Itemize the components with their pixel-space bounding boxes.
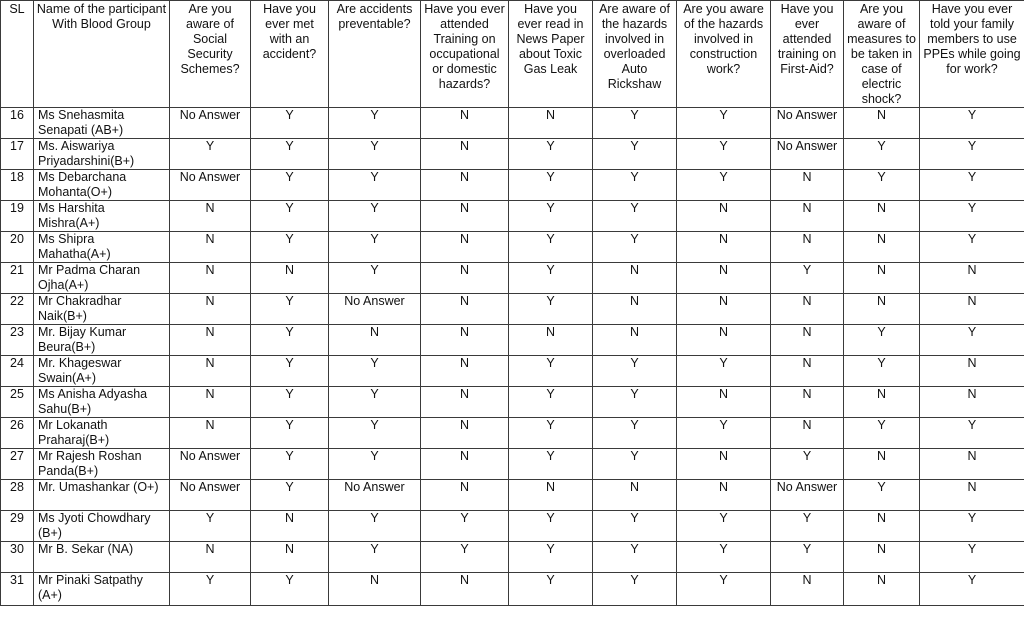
table-body <box>1 108 1024 606</box>
table-row <box>1 573 1024 606</box>
participant-name-cell: Mr B. Sekar (NA) <box>34 542 170 573</box>
answer-cell: Y <box>170 573 251 606</box>
answer-cell: N <box>170 294 251 325</box>
sl-cell: 16 <box>1 108 34 139</box>
answer-cell: Y <box>509 170 593 201</box>
table-row <box>1 511 1024 542</box>
answer-cell: Y <box>593 573 677 606</box>
table-header <box>1 1 1024 108</box>
answer-cell: Y <box>593 418 677 449</box>
answer-cell: Y <box>251 139 329 170</box>
answer-cell: Y <box>329 356 421 387</box>
participant-name-cell: Mr Chakradhar Naik(B+) <box>34 294 170 325</box>
answer-cell: N <box>421 325 509 356</box>
header-social-security-awareness: Are you aware of Social Security Schemes? <box>170 1 251 108</box>
answer-cell: N <box>170 387 251 418</box>
answer-cell: N <box>593 263 677 294</box>
answer-cell: N <box>170 418 251 449</box>
answer-cell: Y <box>677 356 771 387</box>
answer-cell: Y <box>329 263 421 294</box>
answer-cell: Y <box>509 387 593 418</box>
answer-cell: N <box>421 201 509 232</box>
answer-cell: Y <box>509 449 593 480</box>
table-row <box>1 139 1024 170</box>
answer-cell: Y <box>593 201 677 232</box>
answer-cell: Y <box>329 201 421 232</box>
table-row <box>1 449 1024 480</box>
answer-cell: Y <box>329 108 421 139</box>
answer-cell: Y <box>251 356 329 387</box>
answer-cell: Y <box>593 108 677 139</box>
sl-cell: 24 <box>1 356 34 387</box>
answer-cell: N <box>771 170 844 201</box>
answer-cell: N <box>421 108 509 139</box>
header-row <box>1 1 1024 108</box>
answer-cell: N <box>329 325 421 356</box>
answer-cell: N <box>771 573 844 606</box>
answer-cell: Y <box>593 232 677 263</box>
answer-cell: N <box>170 325 251 356</box>
answer-cell: Y <box>920 325 1024 356</box>
header-electric-shock-measures: Are you aware of measures to be taken in case of electric shock? <box>844 1 920 108</box>
participant-name-cell: Mr. Bijay Kumar Beura(B+) <box>34 325 170 356</box>
answer-cell: N <box>771 232 844 263</box>
answer-cell: Y <box>593 449 677 480</box>
answer-cell: N <box>844 108 920 139</box>
answer-cell: Y <box>251 325 329 356</box>
answer-cell: Y <box>677 418 771 449</box>
answer-cell: Y <box>677 170 771 201</box>
answer-cell: Y <box>593 139 677 170</box>
table-row <box>1 356 1024 387</box>
answer-cell: N <box>251 542 329 573</box>
participant-name-cell: Mr Rajesh Roshan Panda(B+) <box>34 449 170 480</box>
answer-cell: Y <box>771 263 844 294</box>
answer-cell: Y <box>844 356 920 387</box>
answer-cell: No Answer <box>170 480 251 511</box>
answer-cell: Y <box>844 418 920 449</box>
answer-cell: No Answer <box>170 449 251 480</box>
answer-cell: N <box>844 387 920 418</box>
answer-cell: N <box>677 232 771 263</box>
answer-cell: Y <box>920 573 1024 606</box>
answer-cell: N <box>677 480 771 511</box>
answer-cell: Y <box>509 232 593 263</box>
header-met-with-accident: Have you ever met with an accident? <box>251 1 329 108</box>
answer-cell: N <box>509 480 593 511</box>
table-row <box>1 325 1024 356</box>
sl-cell: 22 <box>1 294 34 325</box>
answer-cell: N <box>771 325 844 356</box>
answer-cell: No Answer <box>170 108 251 139</box>
answer-cell: N <box>771 294 844 325</box>
answer-cell: Y <box>421 542 509 573</box>
answer-cell: Y <box>329 511 421 542</box>
sl-cell: 20 <box>1 232 34 263</box>
header-auto-rickshaw-hazards: Are aware of the hazards involved in overloaded Auto Rickshaw <box>593 1 677 108</box>
answer-cell: Y <box>593 170 677 201</box>
participant-name-cell: Ms Anisha Adyasha Sahu(B+) <box>34 387 170 418</box>
answer-cell: N <box>677 325 771 356</box>
answer-cell: Y <box>677 542 771 573</box>
answer-cell: Y <box>329 170 421 201</box>
answer-cell: Y <box>677 511 771 542</box>
answer-cell: N <box>421 573 509 606</box>
answer-cell: Y <box>329 418 421 449</box>
answer-cell: N <box>844 542 920 573</box>
header-accidents-preventable: Are accidents preventable? <box>329 1 421 108</box>
answer-cell: N <box>920 480 1024 511</box>
answer-cell: N <box>593 294 677 325</box>
answer-cell: N <box>920 387 1024 418</box>
answer-cell: N <box>771 201 844 232</box>
answer-cell: N <box>920 294 1024 325</box>
participant-name-cell: Mr Pinaki Satpathy (A+) <box>34 573 170 606</box>
answer-cell: Y <box>844 139 920 170</box>
answer-cell: Y <box>844 480 920 511</box>
participant-name-cell: Ms Harshita Mishra(A+) <box>34 201 170 232</box>
answer-cell: Y <box>844 325 920 356</box>
table-row <box>1 542 1024 573</box>
answer-cell: Y <box>421 511 509 542</box>
answer-cell: N <box>844 511 920 542</box>
answer-cell: Y <box>509 418 593 449</box>
answer-cell: N <box>593 480 677 511</box>
answer-cell: Y <box>251 294 329 325</box>
answer-cell: Y <box>920 170 1024 201</box>
answer-cell: Y <box>920 201 1024 232</box>
table-row <box>1 170 1024 201</box>
header-participant-name: Name of the participant With Blood Group <box>34 1 170 108</box>
header-construction-hazards: Are you aware of the hazards involved in construction work? <box>677 1 771 108</box>
answer-cell: N <box>421 232 509 263</box>
answer-cell: Y <box>329 542 421 573</box>
header-ppe-told-family: Have you ever told your family members to use PPEs while going for work? <box>920 1 1024 108</box>
sl-cell: 21 <box>1 263 34 294</box>
answer-cell: N <box>677 387 771 418</box>
answer-cell: N <box>170 356 251 387</box>
answer-cell: Y <box>509 139 593 170</box>
answer-cell: N <box>170 263 251 294</box>
answer-cell: N <box>421 449 509 480</box>
answer-cell: N <box>421 263 509 294</box>
answer-cell: Y <box>329 139 421 170</box>
header-sl: SL <box>1 1 34 108</box>
answer-cell: N <box>771 356 844 387</box>
participant-name-cell: Ms Snehasmita Senapati (AB+) <box>34 108 170 139</box>
answer-cell: N <box>509 325 593 356</box>
answer-cell: Y <box>251 201 329 232</box>
sl-cell: 29 <box>1 511 34 542</box>
answer-cell: N <box>251 263 329 294</box>
table-row <box>1 480 1024 511</box>
answer-cell: No Answer <box>329 294 421 325</box>
answer-cell: N <box>920 356 1024 387</box>
answer-cell: Y <box>251 449 329 480</box>
header-toxic-gas-news: Have you ever read in News Paper about Toxic Gas Leak <box>509 1 593 108</box>
answer-cell: Y <box>677 108 771 139</box>
answer-cell: Y <box>771 449 844 480</box>
sl-cell: 25 <box>1 387 34 418</box>
table-row <box>1 263 1024 294</box>
answer-cell: Y <box>844 170 920 201</box>
answer-cell: Y <box>920 542 1024 573</box>
answer-cell: Y <box>593 542 677 573</box>
answer-cell: N <box>677 263 771 294</box>
answer-cell: N <box>251 511 329 542</box>
answer-cell: No Answer <box>771 139 844 170</box>
sl-cell: 31 <box>1 573 34 606</box>
answer-cell: N <box>421 294 509 325</box>
table-row <box>1 294 1024 325</box>
answer-cell: Y <box>920 108 1024 139</box>
answer-cell: Y <box>920 418 1024 449</box>
answer-cell: Y <box>170 511 251 542</box>
answer-cell: No Answer <box>170 170 251 201</box>
table-row <box>1 418 1024 449</box>
answer-cell: Y <box>593 356 677 387</box>
answer-cell: N <box>421 356 509 387</box>
answer-cell: N <box>677 449 771 480</box>
sl-cell: 18 <box>1 170 34 201</box>
answer-cell: Y <box>509 356 593 387</box>
answer-cell: N <box>170 201 251 232</box>
answer-cell: Y <box>170 139 251 170</box>
answer-cell: N <box>170 542 251 573</box>
answer-cell: Y <box>771 511 844 542</box>
answer-cell: N <box>771 387 844 418</box>
answer-cell: N <box>593 325 677 356</box>
answer-cell: Y <box>509 263 593 294</box>
table-row <box>1 201 1024 232</box>
participant-name-cell: Ms Debarchana Mohanta(O+) <box>34 170 170 201</box>
participant-name-cell: Ms Shipra Mahatha(A+) <box>34 232 170 263</box>
sl-cell: 30 <box>1 542 34 573</box>
answer-cell: N <box>844 449 920 480</box>
answer-cell: Y <box>771 542 844 573</box>
participant-name-cell: Mr. Khageswar Swain(A+) <box>34 356 170 387</box>
sl-cell: 19 <box>1 201 34 232</box>
answer-cell: Y <box>251 573 329 606</box>
answer-cell: Y <box>920 139 1024 170</box>
answer-cell: N <box>421 139 509 170</box>
answer-cell: N <box>844 573 920 606</box>
table-row <box>1 232 1024 263</box>
answer-cell: No Answer <box>771 108 844 139</box>
answer-cell: N <box>771 418 844 449</box>
answer-cell: N <box>844 294 920 325</box>
answer-cell: Y <box>251 170 329 201</box>
answer-cell: N <box>170 232 251 263</box>
header-hazard-training: Have you ever attended Training on occupational or domestic hazards? <box>421 1 509 108</box>
answer-cell: N <box>677 201 771 232</box>
sl-cell: 28 <box>1 480 34 511</box>
answer-cell: N <box>421 170 509 201</box>
answer-cell: Y <box>329 232 421 263</box>
answer-cell: Y <box>509 201 593 232</box>
answer-cell: Y <box>509 511 593 542</box>
answer-cell: Y <box>509 573 593 606</box>
participant-name-cell: Ms Jyoti Chowdhary (B+) <box>34 511 170 542</box>
answer-cell: N <box>844 263 920 294</box>
answer-cell: N <box>920 449 1024 480</box>
answer-cell: Y <box>920 232 1024 263</box>
answer-cell: Y <box>329 449 421 480</box>
sl-cell: 23 <box>1 325 34 356</box>
answer-cell: N <box>844 232 920 263</box>
participant-name-cell: Mr Padma Charan Ojha(A+) <box>34 263 170 294</box>
answer-cell: Y <box>509 294 593 325</box>
table-row <box>1 108 1024 139</box>
answer-cell: Y <box>251 232 329 263</box>
answer-cell: No Answer <box>329 480 421 511</box>
sl-cell: 17 <box>1 139 34 170</box>
participant-name-cell: Ms. Aiswariya Priyadarshini(B+) <box>34 139 170 170</box>
sl-cell: 26 <box>1 418 34 449</box>
answer-cell: N <box>920 263 1024 294</box>
answer-cell: N <box>677 294 771 325</box>
participant-name-cell: Mr Lokanath Praharaj(B+) <box>34 418 170 449</box>
answer-cell: Y <box>593 511 677 542</box>
answer-cell: Y <box>509 542 593 573</box>
participant-name-cell: Mr. Umashankar (O+) <box>34 480 170 511</box>
answer-cell: Y <box>920 511 1024 542</box>
answer-cell: N <box>421 418 509 449</box>
answer-cell: Y <box>677 139 771 170</box>
answer-cell: Y <box>593 387 677 418</box>
answer-cell: Y <box>329 387 421 418</box>
answer-cell: N <box>421 387 509 418</box>
answer-cell: No Answer <box>771 480 844 511</box>
sl-cell: 27 <box>1 449 34 480</box>
answer-cell: N <box>421 480 509 511</box>
answer-cell: Y <box>251 480 329 511</box>
answer-cell: Y <box>251 108 329 139</box>
answer-cell: N <box>509 108 593 139</box>
answer-cell: Y <box>251 418 329 449</box>
answer-cell: Y <box>251 387 329 418</box>
table-row <box>1 387 1024 418</box>
answer-cell: N <box>329 573 421 606</box>
answer-cell: Y <box>677 573 771 606</box>
header-first-aid-training: Have you ever attended training on First-Aid? <box>771 1 844 108</box>
answer-cell: N <box>844 201 920 232</box>
